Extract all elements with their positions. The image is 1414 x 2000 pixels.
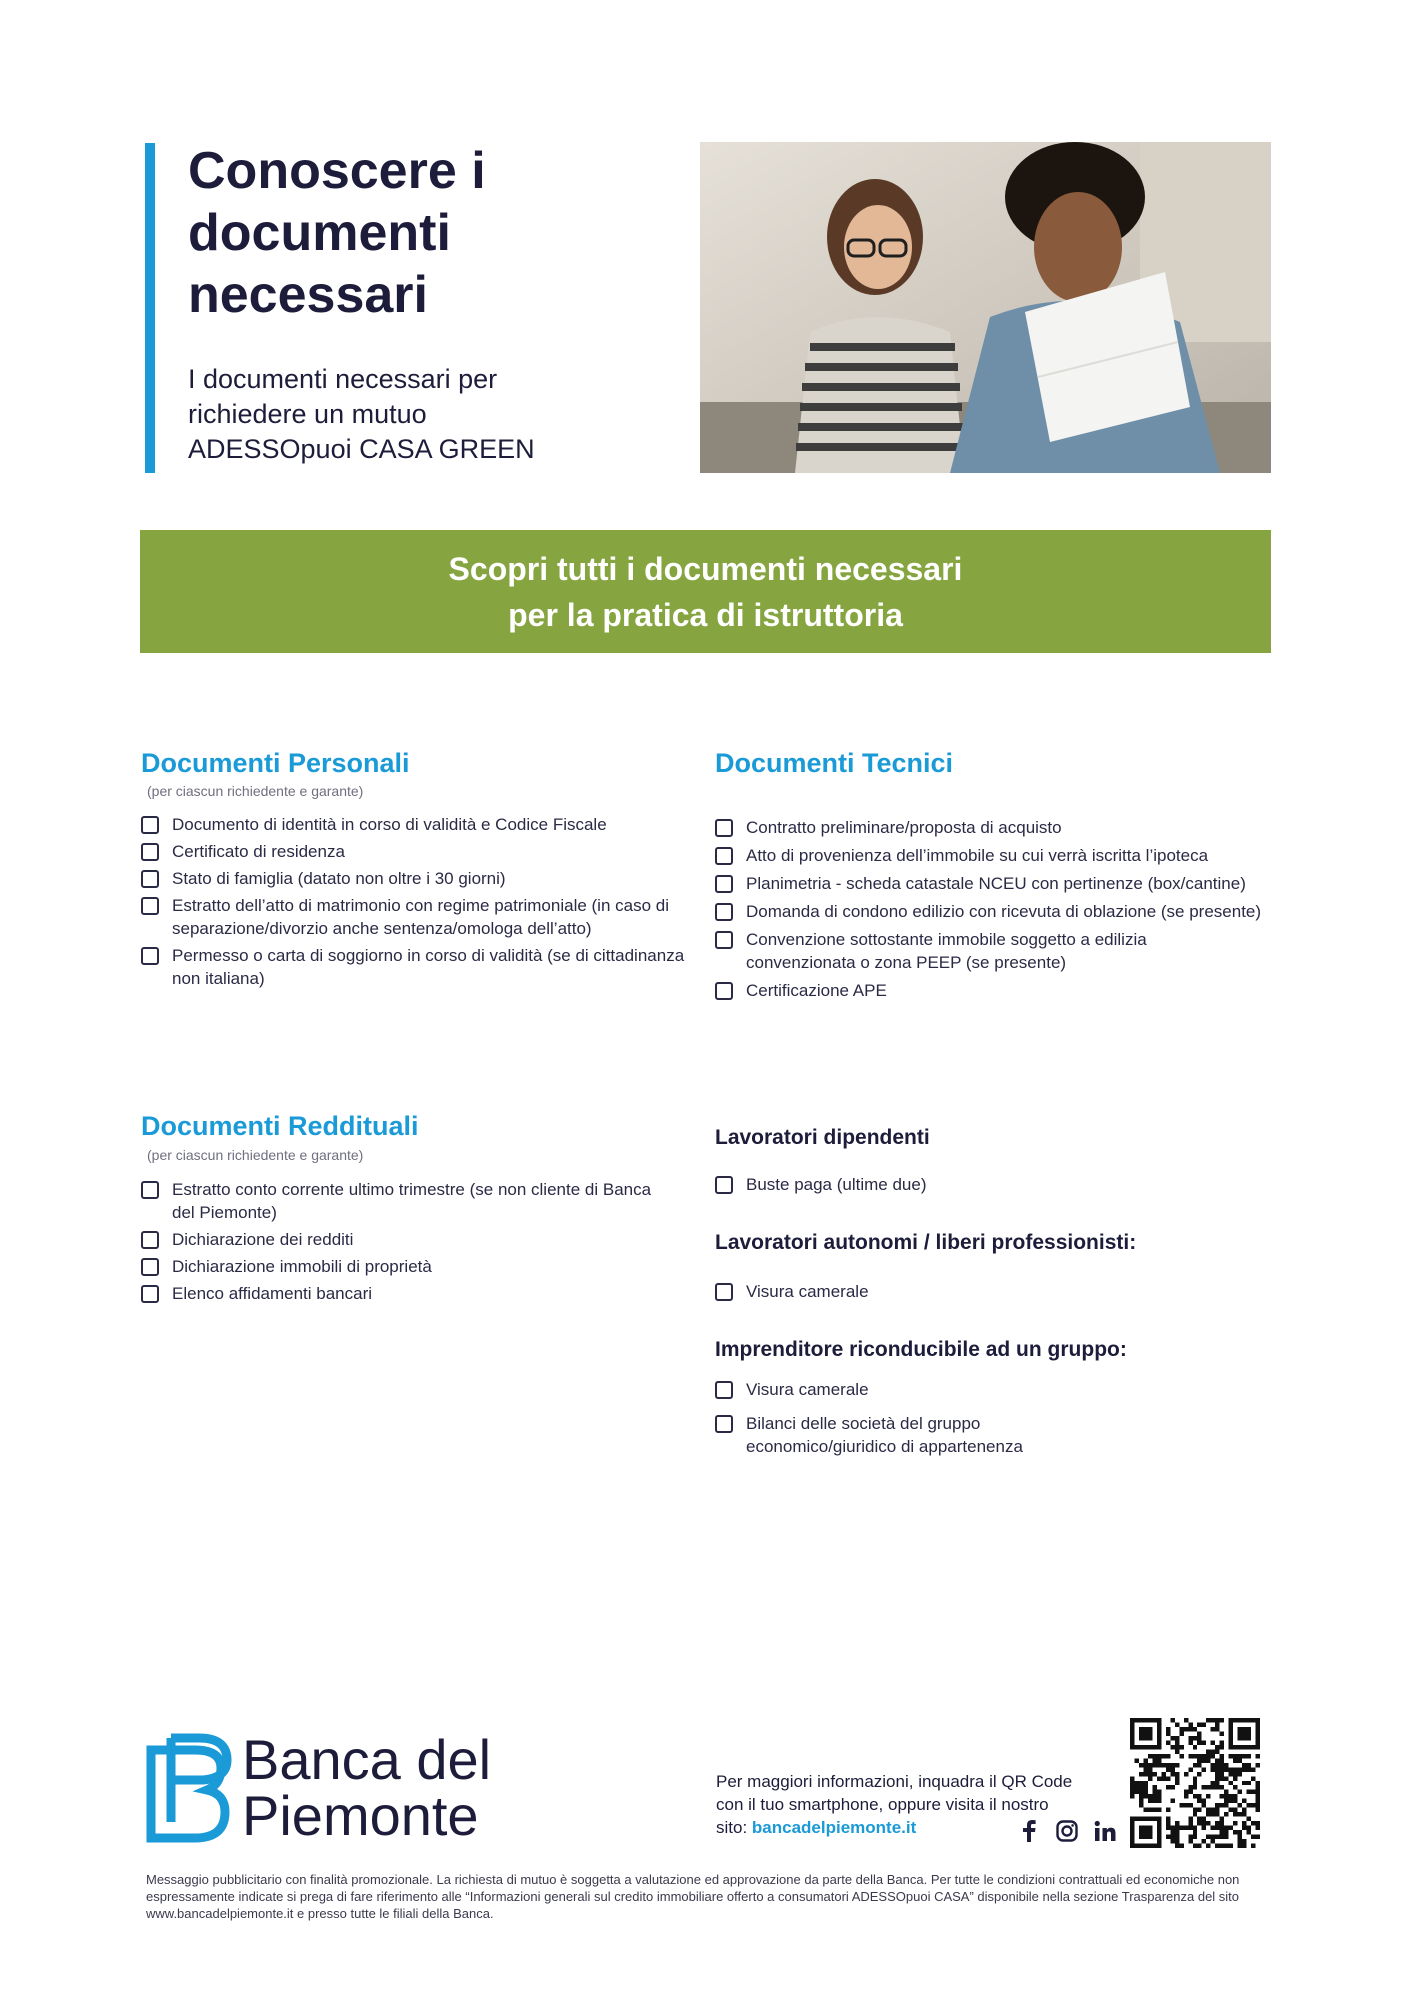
checkbox[interactable] bbox=[141, 816, 159, 834]
checklist-reddituali bbox=[141, 1178, 661, 1305]
checkbox[interactable] bbox=[715, 819, 733, 837]
hero-photo bbox=[700, 142, 1271, 473]
list-item: Certificato di residenza bbox=[141, 840, 711, 863]
page-subtitle: I documenti necessari per richiedere un mutuo ADESSOpuoi CASA GREEN bbox=[188, 364, 535, 464]
bank-name: Banca del Piemonte bbox=[242, 1728, 492, 1847]
list-item: Contratto preliminare/proposta di acquisto bbox=[715, 816, 1315, 839]
checkbox[interactable] bbox=[715, 1381, 733, 1399]
subsection-title-autonomi: Lavoratori autonomi / liberi professionisti: bbox=[715, 1231, 1137, 1254]
subsection-title-dipendenti: Lavoratori dipendenti bbox=[715, 1126, 930, 1149]
section-note-reddituali: (per ciascun richiedente e garante) bbox=[147, 1147, 364, 1163]
checkbox[interactable] bbox=[141, 1231, 159, 1249]
checkbox[interactable] bbox=[715, 982, 733, 1000]
list-item: Documento di identità in corso di validità e Codice Fiscale bbox=[141, 813, 711, 836]
checkbox[interactable] bbox=[141, 870, 159, 888]
list-item: Permesso o carta di soggiorno in corso di validità (se di cittadinanza non italiana) bbox=[141, 944, 711, 990]
list-item: Dichiarazione dei redditi bbox=[141, 1228, 661, 1251]
checklist-imprenditore bbox=[715, 1378, 1055, 1458]
list-item: Certificazione APE bbox=[715, 979, 1315, 1002]
list-item: Elenco affidamenti bancari bbox=[141, 1282, 661, 1305]
list-item: Dichiarazione immobili di proprietà bbox=[141, 1255, 661, 1278]
checkbox[interactable] bbox=[141, 1181, 159, 1199]
list-item: Estratto dell’atto di matrimonio con regime patrimoniale (in caso di separazione/divorzio anche sentenza/omologa dell’atto) bbox=[141, 894, 711, 940]
bank-logo-icon bbox=[143, 1730, 233, 1846]
list-item: Visura camerale bbox=[715, 1280, 1215, 1303]
checkbox[interactable] bbox=[141, 1285, 159, 1303]
list-item: Stato di famiglia (datato non oltre i 30 giorni) bbox=[141, 867, 711, 890]
list-item: Bilanci delle società del gruppo economico/giuridico di appartenenza bbox=[715, 1412, 1055, 1458]
checkbox[interactable] bbox=[141, 843, 159, 861]
list-item: Convenzione sottostante immobile soggetto a edilizia convenzionata o zona PEEP (se presente) bbox=[715, 928, 1155, 974]
checkbox[interactable] bbox=[715, 903, 733, 921]
section-title-personali: Documenti Personali bbox=[141, 748, 410, 778]
section-title-reddituali: Documenti Reddituali bbox=[141, 1111, 419, 1141]
checklist-autonomi bbox=[715, 1280, 1215, 1303]
checkbox[interactable] bbox=[141, 947, 159, 965]
list-item: Visura camerale bbox=[715, 1378, 1055, 1401]
documents-banner: Scopri tutti i documenti necessari per la pratica di istruttoria bbox=[140, 530, 1271, 653]
legal-disclaimer: Messaggio pubblicitario con finalità promozionale. La richiesta di mutuo è soggetta a valutazione ed approvazione da parte della Banca. Per tutte le condizioni contrattuali ed economiche non espressamente indicate si prega di fare riferimento alle “Informazioni generali sul credito immobiliare offerto a consumatori ADESSOpuoi CASA” disponibile nella sezione Trasparenza del sito www.bancadelpiemonte.it e presso tutte le filiali della Banca. bbox=[146, 1872, 1240, 1921]
section-title-tecnici: Documenti Tecnici bbox=[715, 748, 954, 778]
checkbox[interactable] bbox=[141, 1258, 159, 1276]
social-links bbox=[1018, 1820, 1116, 1842]
checkbox[interactable] bbox=[715, 847, 733, 865]
checkbox[interactable] bbox=[715, 875, 733, 893]
checklist-personali bbox=[141, 813, 711, 990]
linkedin-icon[interactable] bbox=[1094, 1820, 1116, 1842]
list-item: Estratto conto corrente ultimo trimestre (se non cliente di Banca del Piemonte) bbox=[141, 1178, 661, 1224]
list-item: Domanda di condono edilizio con ricevuta di oblazione (se presente) bbox=[715, 900, 1315, 923]
checkbox[interactable] bbox=[715, 1415, 733, 1433]
checkbox[interactable] bbox=[715, 1176, 733, 1194]
list-item: Buste paga (ultime due) bbox=[715, 1173, 1215, 1196]
instagram-icon[interactable] bbox=[1056, 1820, 1078, 1842]
page-title: Conoscere i documenti necessari bbox=[188, 142, 486, 324]
contact-info: Per maggiori informazioni, inquadra il QR Code con il tuo smartphone, oppure visita il nostro sito: bancadelpiemonte.it bbox=[716, 1772, 1073, 1837]
checklist-dipendenti bbox=[715, 1173, 1215, 1196]
facebook-icon[interactable] bbox=[1018, 1820, 1040, 1842]
checkbox[interactable] bbox=[715, 931, 733, 949]
list-item: Atto di provenienza dell’immobile su cui verrà iscritta l’ipoteca bbox=[715, 844, 1315, 867]
subsection-title-imprenditore: Imprenditore riconducibile ad un gruppo: bbox=[715, 1338, 1127, 1361]
title-accent-bar bbox=[145, 143, 155, 473]
list-item: Planimetria - scheda catastale NCEU con pertinenze (box/cantine) bbox=[715, 872, 1315, 895]
checkbox[interactable] bbox=[715, 1283, 733, 1301]
section-note-personali: (per ciascun richiedente e garante) bbox=[147, 783, 364, 799]
checklist-tecnici bbox=[715, 816, 1315, 1002]
qr-code[interactable] bbox=[1130, 1718, 1260, 1848]
website-link[interactable]: bancadelpiemonte.it bbox=[751, 1818, 917, 1837]
checkbox[interactable] bbox=[141, 897, 159, 915]
